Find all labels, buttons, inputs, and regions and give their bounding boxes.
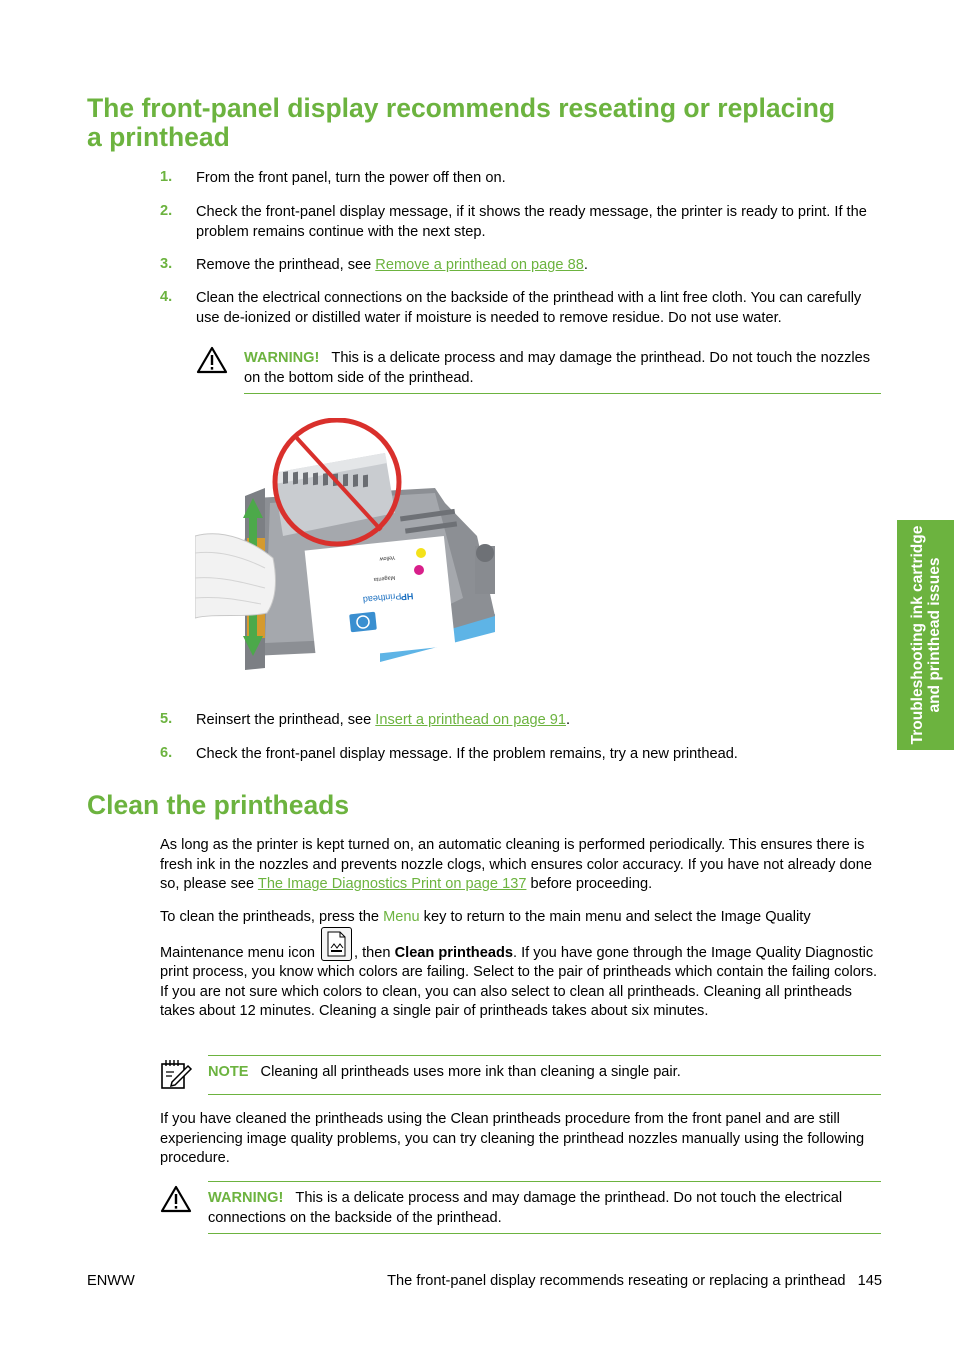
menu-key-text: Menu <box>383 909 420 925</box>
printhead-cleaning-illustration <box>195 418 500 673</box>
section-title-reseat: The front-panel display recommends reseating or replacing a printhead <box>87 93 836 152</box>
warning-text: WARNING! This is a delicate process and may damage the printhead. Do not touch the electrical connections on the backside of the printhead. <box>208 1190 843 1226</box>
insert-printhead-link[interactable]: Insert a printhead on page 91 <box>375 712 566 728</box>
warning-label: WARNING! <box>244 350 320 366</box>
step-text: Check the front-panel display message. If the problem remains, try a new printhead. <box>196 746 738 762</box>
step-text: Reinsert the printhead, see Insert a printhead on page 91. <box>196 712 571 728</box>
label-product: Printhead <box>362 591 402 605</box>
footer-left: ENWW <box>87 1273 135 1289</box>
label-magenta: Magenta <box>373 574 396 583</box>
warning-icon <box>160 1185 192 1213</box>
note-rule-top <box>208 1055 881 1056</box>
warning-text: WARNING! This is a delicate process and may damage the printhead. Do not touch the nozzles on the bottom side of the printhead. <box>244 350 871 386</box>
remove-printhead-link[interactable]: Remove a printhead on page 88 <box>375 257 584 273</box>
step-text: Check the front-panel display message, if it shows the ready message, the printer is ready to print. If the problem remains continue with the next step. <box>196 204 867 240</box>
warning-rule-bottom <box>208 1233 881 1234</box>
step-number: 3. <box>160 256 173 272</box>
step-number: 5. <box>160 711 173 727</box>
step-number: 2. <box>160 203 173 219</box>
image-diagnostics-link[interactable]: The Image Diagnostics Print on page 137 <box>257 876 527 892</box>
note-label: NOTE <box>208 1064 249 1080</box>
paragraph: To clean the printheads, press the Menu key to return to the main menu and select the Image Quality Maintenance menu icon , then Clean printheads. If you have gone through the Image Quality Diagnostic print process, you know which colors are failing. Select to the pair of printheads which contain the failing colors. If you are not sure which colors to clean, you can also select to clean all printheads. Cleaning all printheads takes about 12 minutes. Cleaning a single pair of printheads takes about six minutes. <box>160 909 878 1019</box>
footer-right <box>387 1273 882 1289</box>
label-yellow: Yellow <box>379 554 396 562</box>
warning-rule-top <box>208 1181 881 1182</box>
note-rule-bottom <box>208 1094 881 1095</box>
step-text: From the front panel, turn the power off then on. <box>196 170 506 186</box>
chapter-side-tab <box>897 520 954 750</box>
section-title-clean: Clean the printheads <box>87 790 350 820</box>
note-text: NOTE Cleaning all printheads uses more ink than cleaning a single pair. <box>208 1064 681 1080</box>
note-icon <box>160 1058 194 1090</box>
paragraph: If you have cleaned the printheads using the Clean printheads procedure from the front panel and are still experiencing image quality problems, you can try cleaning the printhead nozzles manually using the following procedure. <box>160 1111 865 1166</box>
step-number: 6. <box>160 745 173 761</box>
label-brand: HP <box>400 591 414 603</box>
step-number: 1. <box>160 169 173 185</box>
step-text: Clean the electrical connections on the backside of the printhead with a lint free cloth. You can carefully use de-ionized or distilled water if moisture is needed to remove residue. Do not use water. <box>196 290 862 326</box>
warning-label: WARNING! <box>208 1190 284 1206</box>
warning-icon <box>196 346 228 374</box>
warning-rule <box>244 393 881 394</box>
footer-title: The front-panel display recommends reseating or replacing a printhead <box>387 1273 846 1289</box>
step-text: Remove the printhead, see Remove a printhead on page 88. <box>196 257 588 273</box>
paragraph: As long as the printer is kept turned on, an automatic cleaning is performed periodically. This ensures there is fresh ink in the nozzles and prevents nozzle clogs, which ensures color accuracy. If you have not already done so, please see The Image Diagnostics Print on page 137 before proceeding. <box>160 837 872 892</box>
maintenance-menu-icon <box>321 927 352 961</box>
clean-printheads-bold: Clean printheads <box>394 945 513 962</box>
page-number: 145 <box>857 1273 882 1289</box>
chapter-side-tab-label: Troubleshooting ink cartridge and printhead issues <box>908 525 943 745</box>
step-number: 4. <box>160 289 173 305</box>
